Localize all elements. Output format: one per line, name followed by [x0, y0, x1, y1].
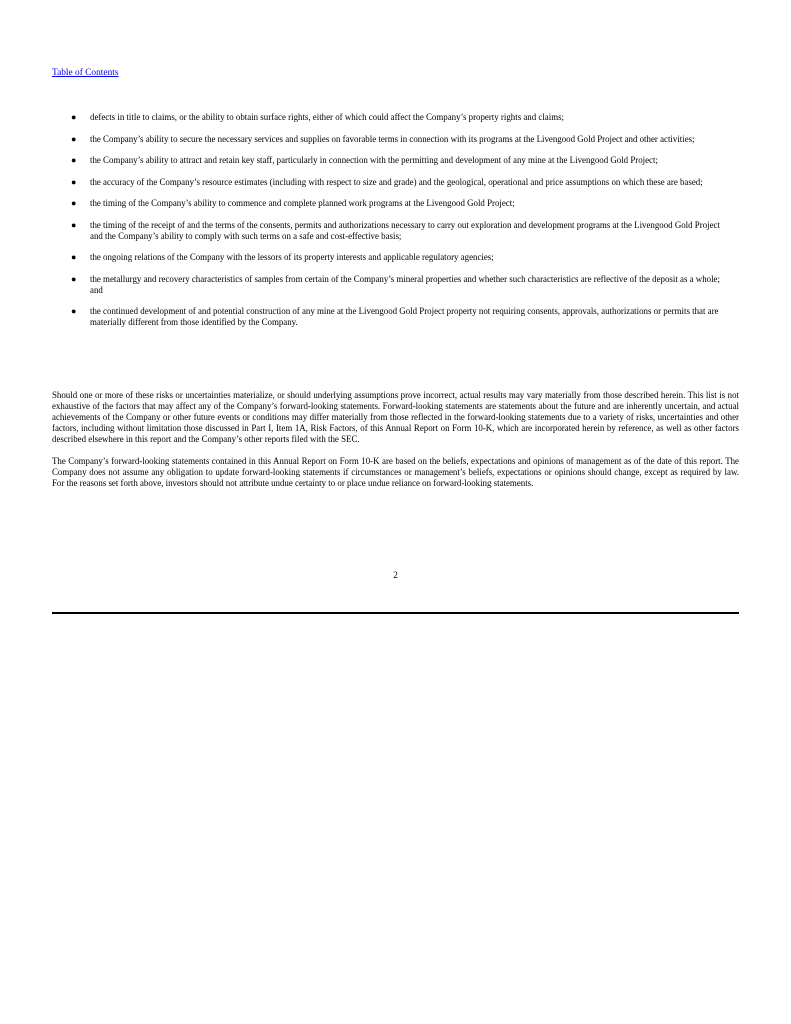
list-item-text: the accuracy of the Company’s resource estimates (including with respect to size and grade) and the geological, operational and price assumptions on which these are based; [90, 176, 703, 187]
bullet-icon: ● [71, 273, 77, 284]
bullet-icon: ● [71, 198, 77, 208]
list-item [52, 274, 739, 296]
body-text [52, 390, 739, 500]
bullet-icon: ● [71, 112, 77, 122]
list-item [52, 134, 739, 145]
risk-factor-list [52, 112, 739, 339]
list-item [52, 155, 739, 166]
list-item-text: the Company’s ability to secure the necessary services and supplies on favorable terms in connection with its programs at the Livengood Gold Project and other activities; [90, 133, 695, 144]
bullet-icon: ● [71, 133, 77, 144]
list-item-text: the continued development of and potential construction of any mine at the Livengood Gold Project property not requiring consents, approvals, authorizations or permits that are materially different from those identified by the Company. [90, 306, 719, 327]
paragraph-risk-summary: Should one or more of these risks or uncertainties materialize, or should underlying assumptions prove incorrect, actual results may vary materially from those described herein. This list is not exhaustive of the factors that may affect any of the Company’s forward-looking statements. Forward-looking statements are statements about the future and are inherently uncertain, and actual achievements of the Company or other future events or conditions may differ materially from those reflected in the forward-looking statements due to a variety of risks, uncertainties and other factors, including without limitation those discussed in Part I, Item 1A, Risk Factors, of this Annual Report on Form 10-K, which are incorporated herein by reference, as well as other factors described elsewhere in this report and the Company’s other reports filed with the SEC. [52, 390, 739, 444]
table-of-contents-link[interactable]: Table of Contents [52, 68, 119, 78]
list-item-text: the metallurgy and recovery characteristics of samples from certain of the Company’s mineral properties and whether such characteristics are reflective of the deposit as a whole; and [90, 273, 720, 295]
list-item-text: the ongoing relations of the Company with the lessors of its property interests and applicable regulatory agencies; [90, 252, 494, 262]
bullet-icon: ● [71, 155, 77, 165]
list-item [52, 198, 739, 209]
bullet-icon: ● [71, 306, 77, 316]
list-item [52, 220, 739, 242]
bullet-icon: ● [71, 176, 77, 187]
list-item [52, 252, 739, 263]
list-item [52, 306, 739, 328]
list-item-text: the Company’s ability to attract and retain key staff, particularly in connection with the permitting and development of any mine at the Livengood Gold Project; [90, 155, 658, 165]
paragraph-forward-looking: The Company’s forward-looking statements contained in this Annual Report on Form 10-K are based on the beliefs, expectations and opinions of management as of the date of this report. The Company does not assume any obligation to update forward-looking statements if circumstances or management’s beliefs, expectations or opinions should change, except as required by law. For the reasons set forth above, investors should not attribute undue certainty to or place undue reliance on forward-looking statements. [52, 456, 739, 488]
list-item-text: the timing of the receipt of and the terms of the consents, permits and authorizations necessary to carry out exploration and development programs at the Livengood Gold Project and the Company’s ability to comply with such terms on a safe and cost-effective basis; [90, 219, 720, 241]
page-divider [52, 612, 739, 614]
list-item-text: defects in title to claims, or the ability to obtain surface rights, either of which could affect the Company’s property rights and claims; [90, 112, 565, 122]
list-item-text: the timing of the Company’s ability to commence and complete planned work programs at the Livengood Gold Project; [90, 198, 515, 208]
page-number: 2 [393, 570, 398, 580]
list-item [52, 112, 739, 123]
list-item [52, 177, 739, 188]
bullet-icon: ● [71, 252, 77, 262]
bullet-icon: ● [71, 219, 77, 230]
